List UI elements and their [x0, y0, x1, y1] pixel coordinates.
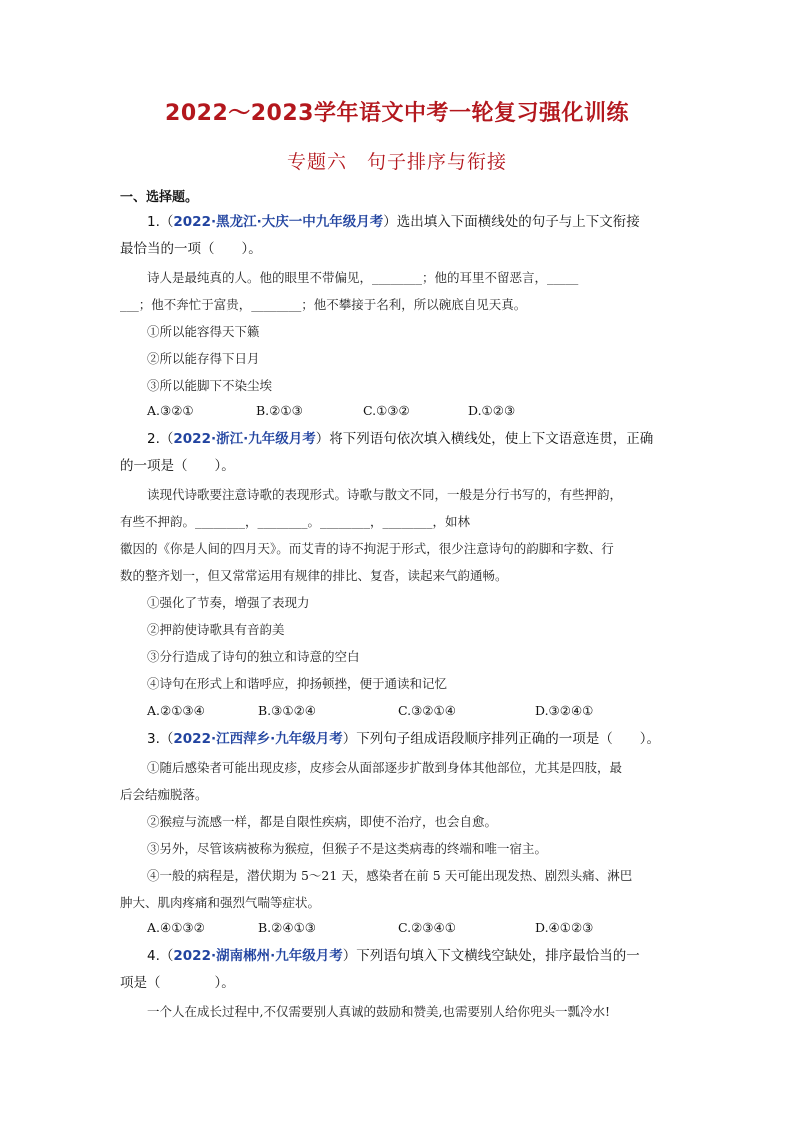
- q4-stem-cont: 项是（ ）。: [120, 975, 235, 991]
- doc-subtitle: 专题六 句子排序与衔接: [286, 151, 507, 173]
- q1-option-d: D.①②③: [468, 403, 516, 418]
- q2-passage-cont: 数的整齐划一，但又常常运用有规律的排比、复沓，读起来气韵通畅。: [120, 568, 508, 583]
- q3-item: ③另外，尽管该病被称为猴痘，但猴子不是这类病毒的终端和唯一宿主。: [147, 841, 548, 856]
- q3-item-cont: 后会结痂脱落。: [120, 787, 208, 802]
- q4-source: 2022·湖南郴州·九年级月考: [173, 948, 343, 964]
- q3-option-a: A.④①③②: [147, 920, 205, 935]
- q3-option-b: B.②④①③: [258, 920, 316, 935]
- doc-title: 2022～2023学年语文中考一轮复习强化训练: [165, 101, 629, 126]
- q3-item: ①随后感染者可能出现皮疹，皮疹会从面部逐步扩散到身体其他部位，尤其是四肢，最: [147, 760, 623, 775]
- q1-item: ③所以能脚下不染尘埃: [147, 378, 273, 393]
- q2-option-b: B.③①②④: [258, 703, 316, 718]
- q2-option-a: A.②①③④: [147, 703, 205, 718]
- q3-option-d: D.④①②③: [535, 920, 594, 935]
- q3-item-cont: 肿大、肌肉疼痛和强烈气喘等症状。: [120, 895, 321, 910]
- q2-option-c: C.③②①④: [398, 703, 456, 718]
- q2-item: ①强化了节奏，增强了表现力: [147, 595, 310, 610]
- q1-stem: 1.（2022·黑龙江·大庆一中九年级月考）选出填入下面横线处的句子与上下文衔接: [147, 214, 640, 230]
- q1-item: ②所以能存得下日月: [147, 351, 260, 366]
- q1-passage: 诗人是最纯真的人。他的眼里不带偏见，________；他的耳里不留恶言，_____: [147, 270, 579, 285]
- q1-passage-cont: ___；他不奔忙于富贵，________；他不攀接于名利，所以碗底自见天真。: [120, 297, 527, 312]
- q2-passage-cont: 有些不押韵。________，________。________，________，如林: [120, 514, 471, 529]
- q2-stem: 2.（2022·浙江·九年级月考）将下列语句依次填入横线处，使上下文语意连贯，正确: [147, 431, 654, 447]
- q4-stem: 4.（2022·湖南郴州·九年级月考）下列语句填入下文横线空缺处，排序最恰当的一: [147, 948, 640, 964]
- q2-item: ④诗句在形式上和谐呼应，抑扬顿挫，便于通读和记忆: [147, 676, 448, 691]
- q3-item: ②猴痘与流感一样，都是自限性疾病，即使不治疗，也会自愈。: [147, 814, 498, 829]
- q1-item: ①所以能容得天下籁: [147, 324, 260, 339]
- q1-option-b: B.②①③: [256, 403, 303, 418]
- q2-passage: 读现代诗歌要注意诗歌的表现形式。诗歌与散文不同，一般是分行书写的，有些押韵，: [147, 487, 623, 502]
- section-heading: 一、选择题。: [120, 190, 199, 205]
- q3-item: ④一般的病程是，潜伏期为 5～21 天，感染者在前 5 天可能出现发热、剧烈头痛、淋巴: [147, 868, 633, 883]
- q2-passage-cont: 徽因的《你是人间的四月天》。而艾青的诗不拘泥于形式，很少注意诗句的韵脚和字数、行: [120, 541, 614, 556]
- q2-item: ③分行造成了诗句的独立和诗意的空白: [147, 649, 360, 664]
- q2-option-d: D.③②④①: [535, 703, 594, 718]
- q1-stem-cont: 最恰当的一项（ ）。: [120, 241, 262, 257]
- q1-source: 2022·黑龙江·大庆一中九年级月考: [173, 214, 384, 230]
- q3-source: 2022·江西萍乡·九年级月考: [173, 731, 343, 747]
- q1-option-a: A.③②①: [147, 403, 194, 418]
- q2-stem-cont: 的一项是（ ）。: [120, 458, 235, 474]
- q2-source: 2022·浙江·九年级月考: [173, 431, 316, 447]
- q1-option-c: C.①③②: [363, 403, 410, 418]
- q3-stem: 3.（2022·江西萍乡·九年级月考）下列句子组成语段顺序排列正确的一项是（ ）。: [147, 731, 660, 747]
- q2-item: ②押韵使诗歌具有音韵美: [147, 622, 285, 637]
- q3-option-c: C.②③④①: [398, 920, 456, 935]
- q4-passage: 一个人在成长过程中,不仅需要别人真诚的鼓励和赞美,也需要别人给你兜头一瓢冷水!: [147, 1004, 610, 1019]
